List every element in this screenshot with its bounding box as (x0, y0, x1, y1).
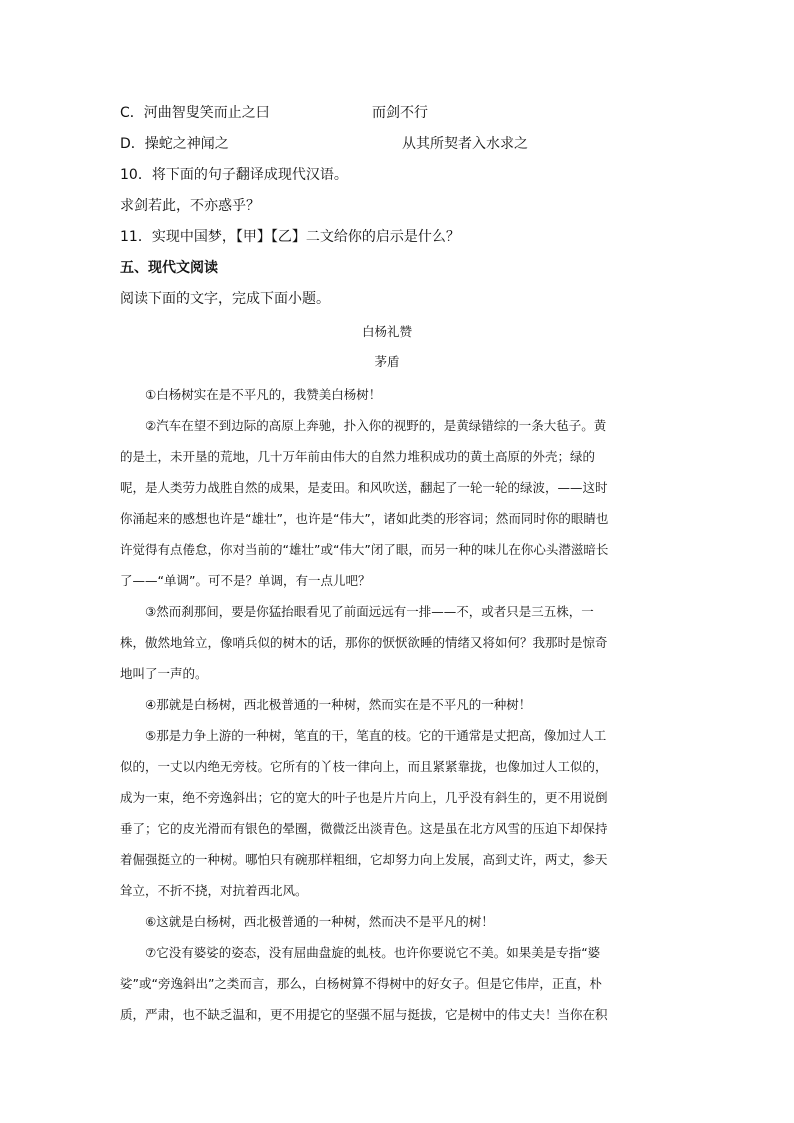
paragraph-line: 耸立，不折不挠，对抗着西北风。 (120, 883, 308, 898)
paragraph-line: ②汽车在望不到边际的高原上奔驰，扑入你的视野的，是黄绿错综的一条大毡子。黄 (145, 418, 607, 433)
paragraph-line: 呢，是人类劳力战胜自然的成果，是麦田。和风吹送，翻起了一轮一轮的绿波，——这时 (120, 480, 608, 495)
essay-paragraph-5 (120, 720, 654, 906)
section-instruction: 阅读下面的文字，完成下面小题。 (120, 291, 330, 307)
essay-paragraph-1 (120, 379, 654, 410)
paragraph-line: 垂了；它的皮光滑而有银色的晕圈，微微泛出淡青色。这是虽在北方风雪的压迫下却保持 (120, 821, 608, 836)
paragraph-line: ⑤那是力争上游的一种树，笔直的干，笔直的枝。它的干通常是丈把高，像加过人工 (145, 728, 607, 743)
option-d-second-text: 从其所契者入水求之 (402, 136, 528, 152)
essay-title: 白杨礼赞 (361, 324, 412, 339)
paragraph-line: 娑”或“旁逸斜出”之类而言，那么，白杨树算不得树中的好女子。但是它伟岸，正直，朴 (120, 976, 602, 991)
paragraph-line: ⑦它没有婆娑的姿态，没有屈曲盘旋的虬枝。也许你要说它不美。如果美是专指“婆 (145, 945, 601, 960)
paragraph-line: 株，傲然地耸立，像哨兵似的树木的话，那你的恹恹欲睡的情绪又将如何？我那时是惊奇 (120, 635, 608, 650)
essay-paragraph-4 (120, 689, 654, 720)
paragraph-line: ①白杨树实在是不平凡的，我赞美白杨树！ (145, 387, 382, 402)
paragraph-line: 质，严肃，也不缺乏温和，更不用提它的坚强不屈与挺拔，它是树中的伟丈夫！当你在积 (120, 1007, 608, 1022)
essay-paragraph-7 (120, 937, 654, 1030)
paragraph-line: 许觉得有点倦怠，你对当前的“雄壮”或“伟大”闭了眼，而另一种的味儿在你心头潜滋暗长 (120, 542, 609, 557)
question-10-sentence: 求剑若此，不亦惑乎？ (120, 198, 260, 214)
paragraph-line: ⑥这就是白杨树，西北极普通的一种树，然而决不是平凡的树！ (145, 914, 494, 929)
essay-paragraph-2 (120, 410, 654, 596)
paragraph-line: 你涌起来的感想也许是“雄壮”，也许是“伟大”，诸如此类的形容词；然而同时你的眼睛也 (120, 511, 609, 526)
paragraph-line: 似的，一丈以内绝无旁枝。它所有的丫枝一律向上，而且紧紧靠拢，也像加过人工似的， (120, 759, 608, 774)
option-c-second-text: 而剑不行 (372, 105, 428, 121)
option-c-text: C．河曲智叟笑而止之曰 (120, 105, 270, 121)
paragraph-line: 着倔强挺立的一种树。哪怕只有碗那样粗细，它却努力向上发展，高到丈许，两丈，参天 (120, 852, 608, 867)
section-heading: 五、现代文阅读 (120, 260, 218, 276)
essay-author: 茅盾 (374, 354, 400, 369)
paragraph-line: ④那就是白杨树，西北极普通的一种树，然而实在是不平凡的一种树！ (145, 697, 532, 712)
essay-paragraph-3 (120, 596, 654, 689)
paragraph-line: 的是土，未开垦的荒地，几十万年前由伟大的自然力堆积成功的黄土高原的外壳；绿的 (120, 449, 596, 464)
paragraph-line: 了——“单调”。可不是？单调，有一点儿吧？ (120, 573, 371, 588)
question-11: 11．实现中国梦，【甲】【乙】二文给你的启示是什么？ (120, 229, 460, 245)
essay-paragraph-6 (120, 906, 654, 937)
paragraph-line: ③然而刹那间，要是你猛抬眼看见了前面远远有一排——不，或者只是三五株，一 (145, 604, 594, 619)
option-d-text: D．操蛇之神闻之 (120, 136, 229, 152)
paragraph-line: 地叫了一声的。 (120, 666, 208, 681)
paragraph-line: 成为一束，绝不旁逸斜出；它的宽大的叶子也是片片向上，几乎没有斜生的，更不用说倒 (120, 790, 608, 805)
question-10: 10．将下面的句子翻译成现代汉语。 (120, 167, 348, 183)
